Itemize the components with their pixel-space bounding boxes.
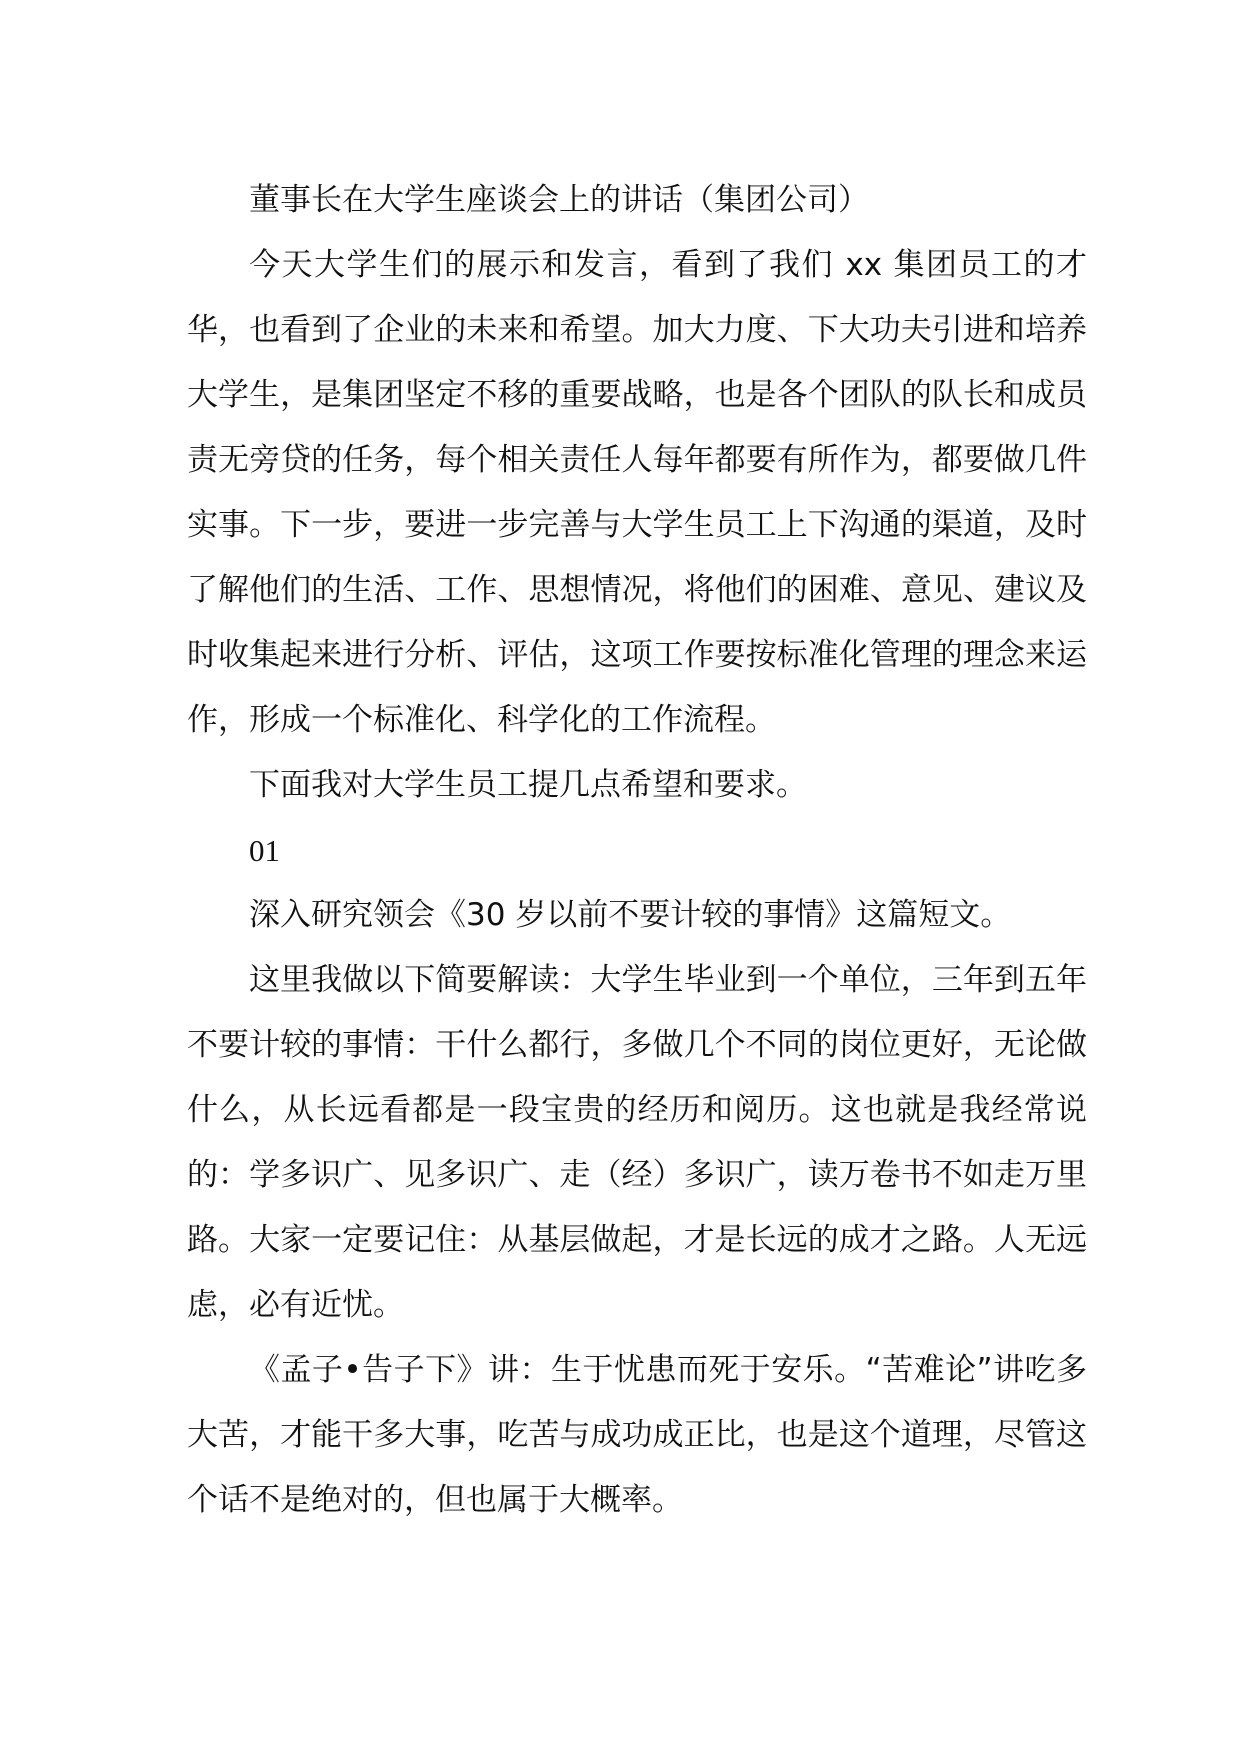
- paragraph-mencius: 《孟子•告子下》讲：生于忧患而死于安乐。“苦难论”讲吃多大苦，才能干多大事，吃苦与成功成正比，也是这个道理，尽管这个话不是绝对的，但也属于大概率。: [187, 1352, 1087, 1518]
- paragraph-interpretation: 这里我做以下简要解读：大学生毕业到一个单位，三年到五年不要计较的事情：干什么都行，多做几个不同的岗位更好，无论做什么，从长远看都是一段宝贵的经历和阅历。这也就是我经常说的：学多识广、见多识广、走（经）多识广，读万卷书不如走万里路。大家一定要记住：从基层做起，才是长远的成才之路。人无远虑，必有近忧。: [187, 962, 1087, 1323]
- document-body: [187, 168, 1087, 1533]
- section-number: 01: [249, 833, 280, 868]
- paragraph-intro: 今天大学生们的展示和发言，看到了我们 xx 集团员工的才华，也看到了企业的未来和希望。加大力度、下大功夫引进和培养大学生，是集团坚定不移的重要战略，也是各个团队的队长和成员责无旁贷的任务，每个相关责任人每年都要有所作为，都要做几件实事。下一步，要进一步完善与大学生员工上下沟通的渠道，及时了解他们的生活、工作、思想情况，将他们的困难、意见、建议及时收集起来进行分析、评估，这项工作要按标准化管理的理念来运作，形成一个标准化、科学化的工作流程。: [187, 247, 1087, 738]
- paragraph-hopes: 下面我对大学生员工提几点希望和要求。: [249, 767, 807, 803]
- document-title: 董事长在大学生座谈会上的讲话（集团公司）: [249, 182, 869, 218]
- paragraph-study: 深入研究领会《30 岁以前不要计较的事情》这篇短文。: [249, 897, 1012, 933]
